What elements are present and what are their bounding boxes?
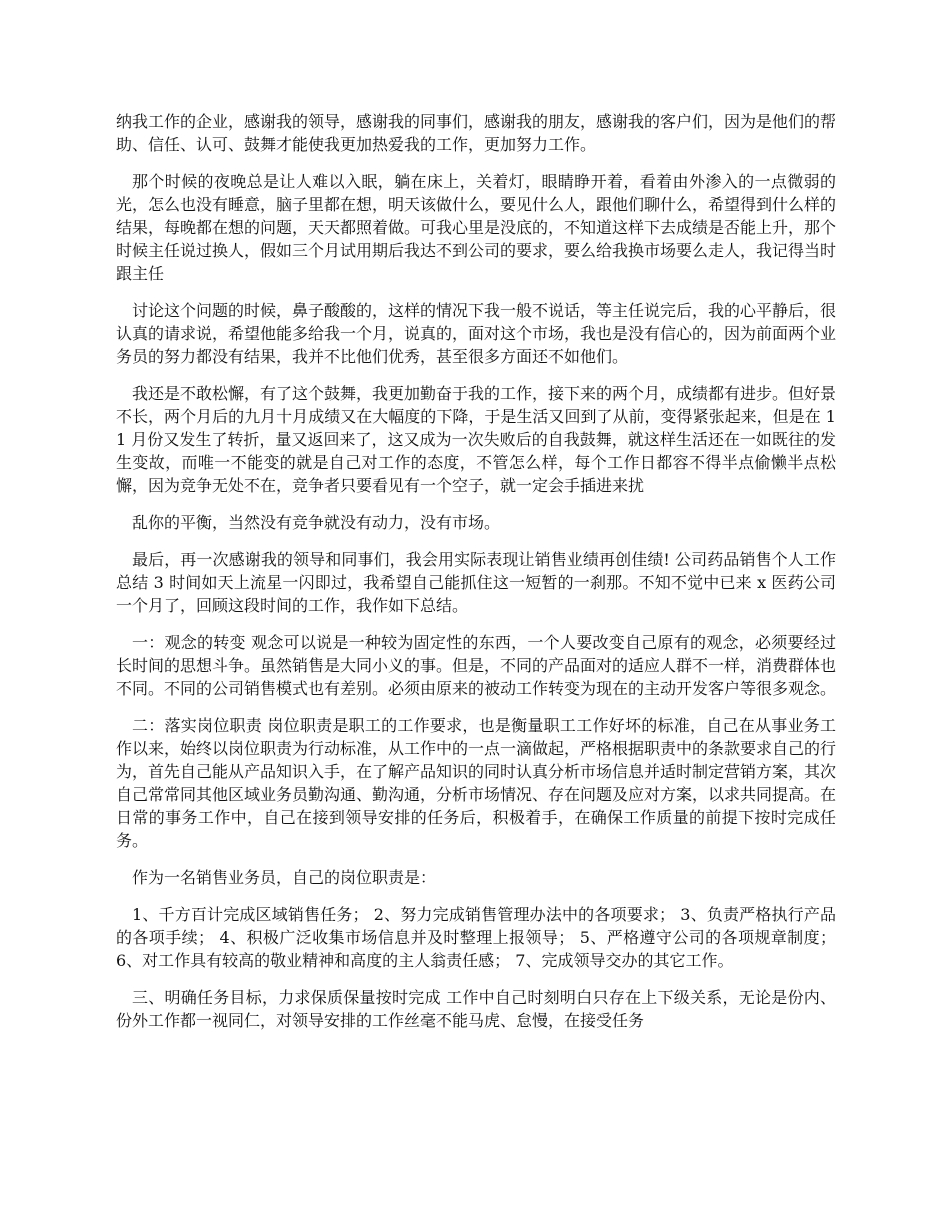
paragraph-9: 作为一名销售业务员，自己的岗位职责是： [132,868,437,887]
document-page [116,110,836,1046]
paragraph-10: 1、千方百计完成区域销售任务； 2、努力完成销售管理办法中的各项要求； 3、负责严格执行产品的各项手续； 4、积极广泛收集市场信息并及时整理上报领导； 5、严格遵守公司的各项规章制度； 6、对工作具有较高的敬业精神和高度的主人翁责任感； 7、完成领导交办的其它工作。 [116,905,836,970]
paragraph-3: 讨论这个问题的时候，鼻子酸酸的，这样的情况下我一般不说话，等主任说完后，我的心平静后，很认真的请求说，希望他能多给我一个月，说真的，面对这个市场，我也是没有信心的，因为前面两个业务员的努力都没有结果，我并不比他们优秀，甚至很多方面还不如他们。 [116,301,837,366]
paragraph-8: 二：落实岗位职责 岗位职责是职工的工作要求，也是衡量职工工作好坏的标准，自己在从事业务工作以来，始终以岗位职责为行动标准，从工作中的一点一滴做起，严格根据职责中的条款要求自己的行为，首先自己能从产品知识入手，在了解产品知识的同时认真分析市场信息并适时制定营销方案，其次自己常常同其他区域业务员勤沟通、勤沟通，分析市场情况、存在问题及应对方案，以求共同提高。在日常的事务工作中，自己在接到领导安排的任务后，积极着手，在确保工作质量的前提下按时完成任务。 [116,716,837,850]
paragraph-6: 最后，再一次感谢我的领导和同事们，我会用实际表现让销售业绩再创佳绩! 公司药品销售个人工作总结 3 时间如天上流星一闪即过，我希望自己能抓住这一短暂的一刹那。不知不觉中已来 x 医药公司一个月了，回顾这段时间的工作，我作如下总结。 [116,550,836,615]
paragraph-5: 乱你的平衡，当然没有竞争就没有动力，没有市场。 [132,513,501,532]
paragraph-7: 一：观念的转变 观念可以说是一种较为固定性的东西，一个人要改变自己原有的观念，必须要经过长时间的思想斗争。虽然销售是大同小义的事。但是，不同的产品面对的适应人群不一样，消费群体也不同。不同的公司销售模式也有差别。必须由原来的被动工作转变为现在的主动开发客户等很多观念。 [116,633,837,698]
paragraph-11: 三、明确任务目标，力求保质保量按时完成 工作中自己时刻明白只存在上下级关系，无论是份内、份外工作都一视同仁，对领导安排的工作丝毫不能马虎、怠慢，在接受任务 [116,988,836,1030]
paragraph-1: 纳我工作的企业，感谢我的领导，感谢我的同事们，感谢我的朋友，感谢我的客户们，因为是他们的帮助、信任、认可、鼓舞才能使我更加热爱我的工作，更加努力工作。 [116,112,837,154]
paragraph-4: 我还是不敢松懈，有了这个鼓舞，我更加勤奋于我的工作，接下来的两个月，成绩都有进步。但好景不长，两个月后的九月十月成绩又在大幅度的下降，于是生活又回到了从前，变得紧张起来，但是在 11 月份又发生了转折，量又返回来了，这又成为一次失败后的自我鼓舞，就这样生活还在一如既往的发生变故，而唯一不能变的就是自己对工作的态度，不管怎么样，每个工作日都容不得半点偷懒半点松懈，因为竞争无处不在，竞争者只要看见有一个空子，就一定会手插进来扰 [116,384,837,495]
paragraph-2: 那个时候的夜晚总是让人难以入眠，躺在床上，关着灯，眼睛睁开着，看着由外渗入的一点微弱的光，怎么也没有睡意，脑子里都在想，明天该做什么，要见什么人，跟他们聊什么，希望得到什么样的结果，每晚都在想的问题，天天都照着做。可我心里是没底的，不知道这样下去成绩是否能上升，那个时候主任说过换人，假如三个月试用期后我达不到公司的要求，要么给我换市场要么走人，我记得当时跟主任 [116,172,837,283]
